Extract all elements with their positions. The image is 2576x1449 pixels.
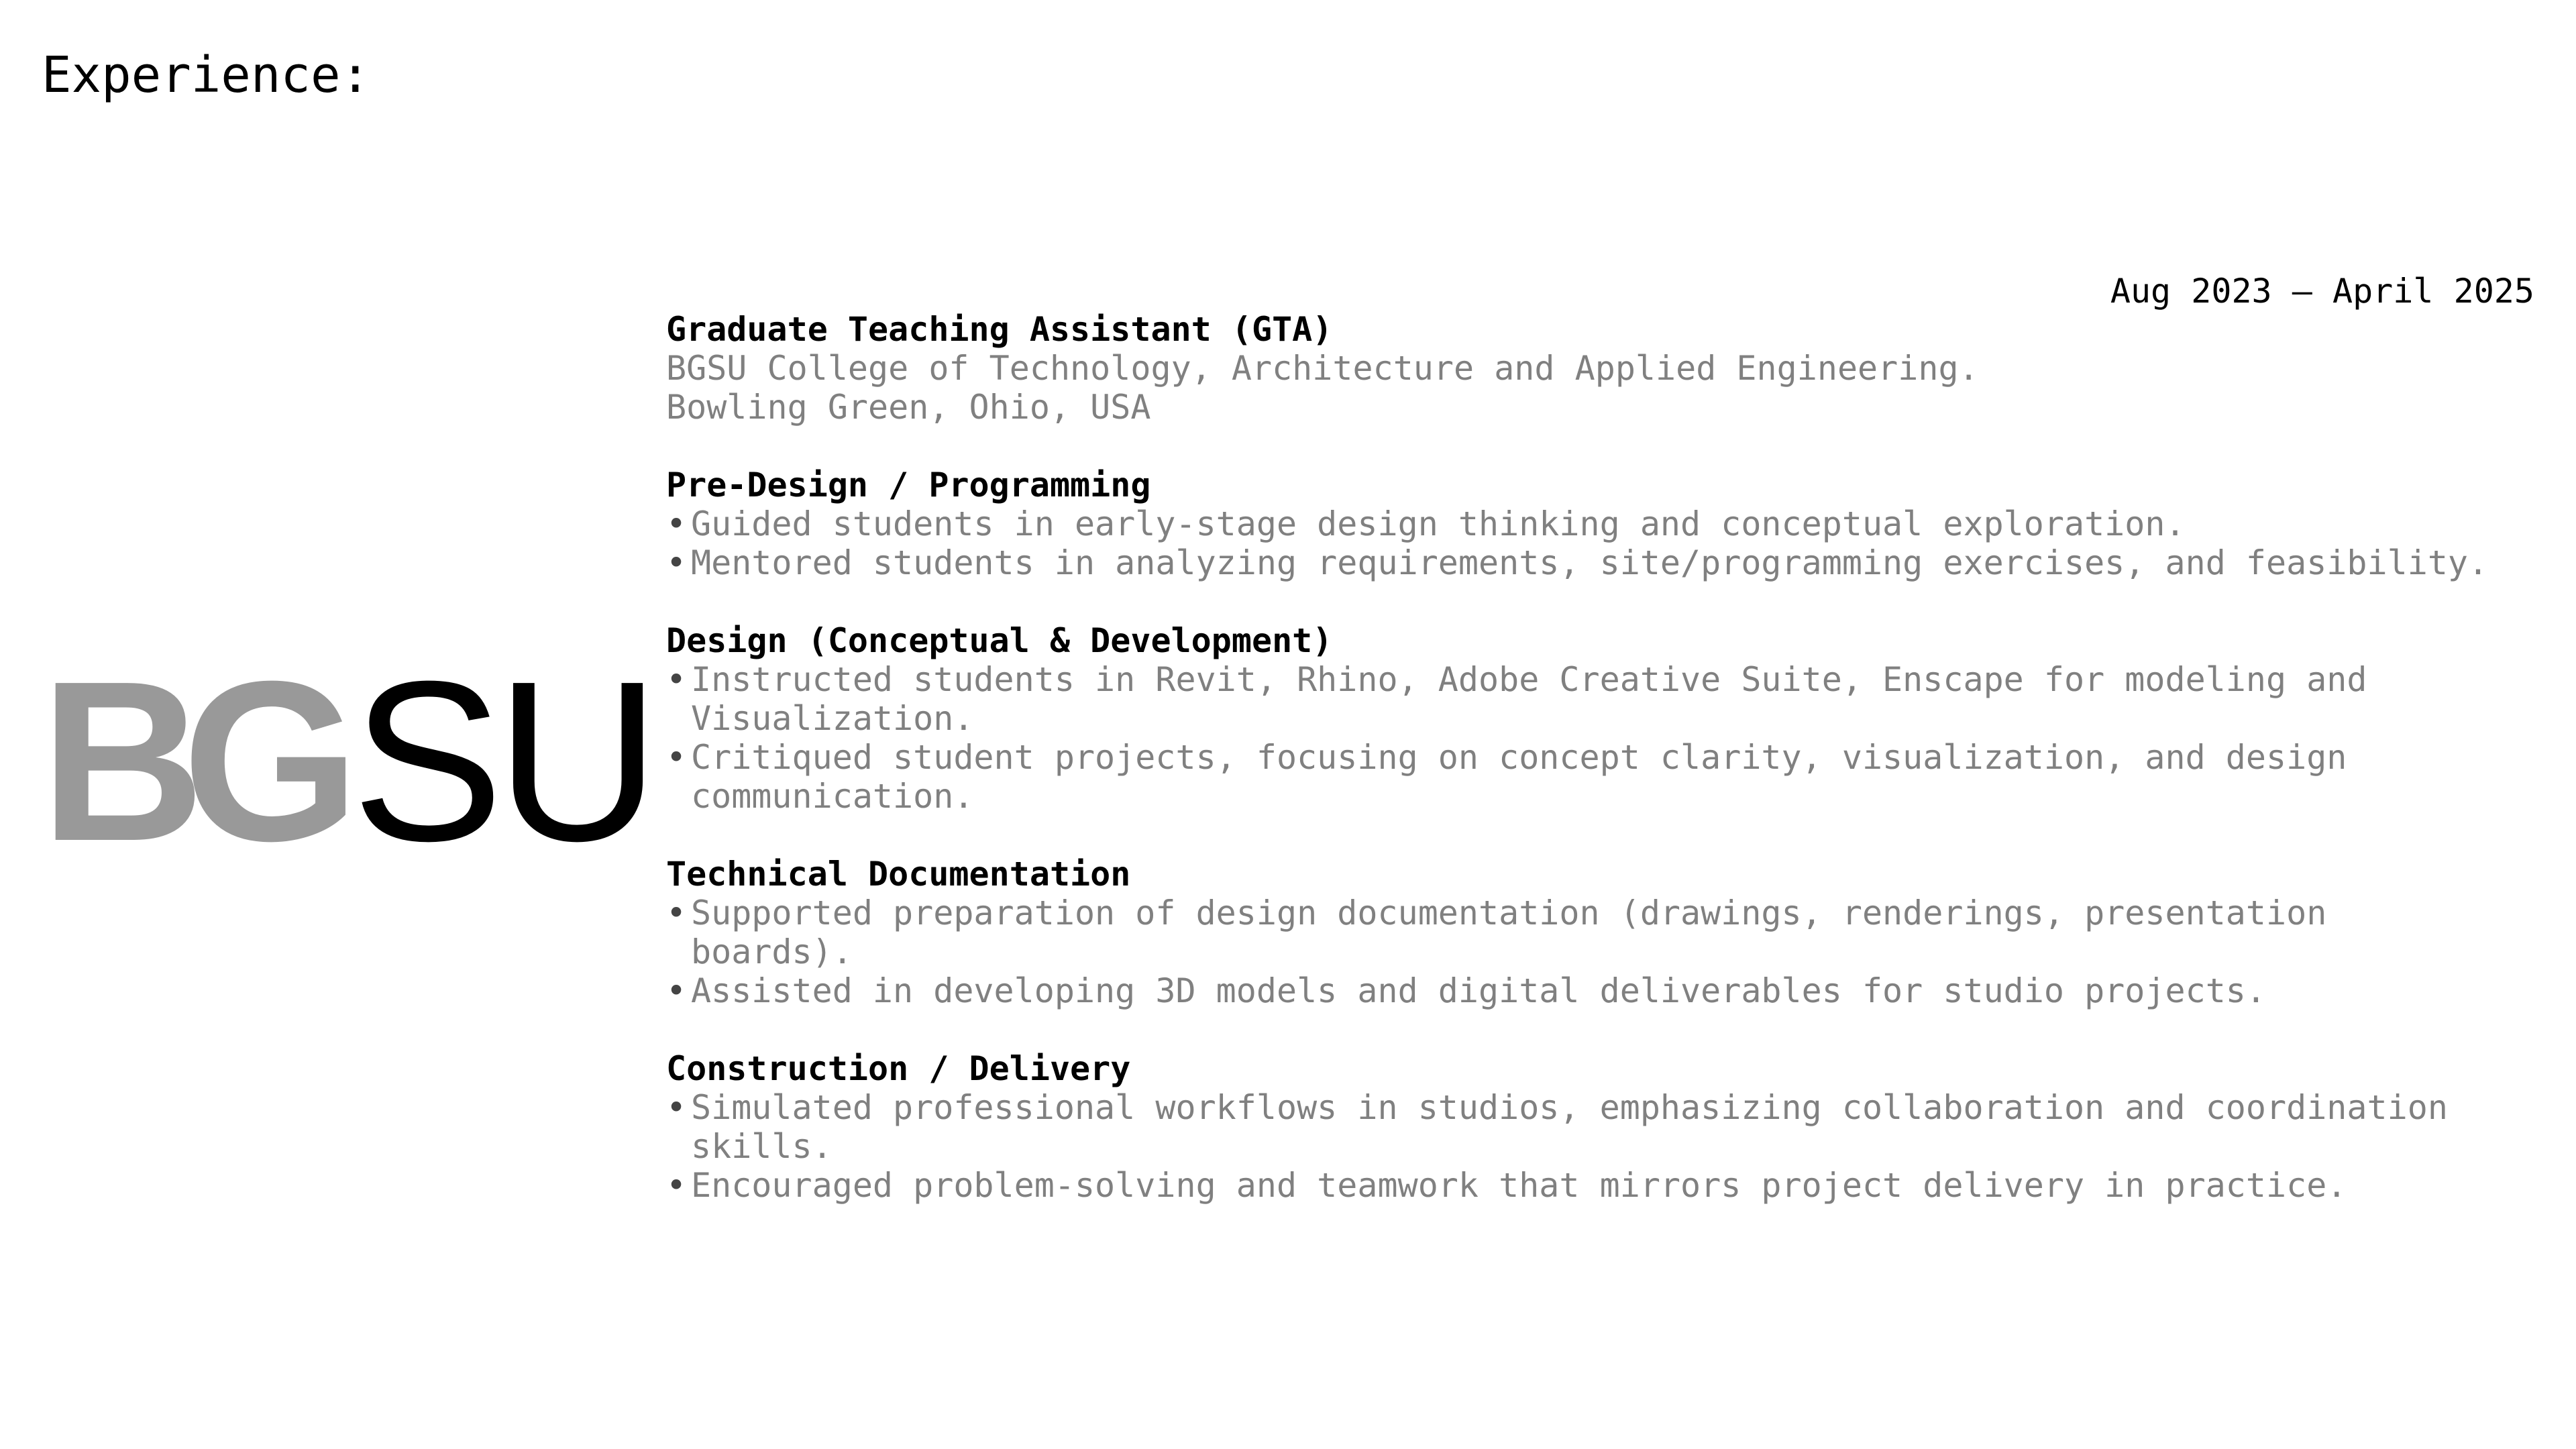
section-title: Pre-Design / Programming xyxy=(666,466,1151,504)
bullet-text: Mentored students in analyzing requirements, site/programming exercises, and feasibility. xyxy=(691,543,2489,582)
logo-text-bg: BG xyxy=(40,634,337,889)
bullet-list xyxy=(666,894,2518,1010)
location: Bowling Green, Ohio, USA xyxy=(666,388,1151,427)
bullet-item xyxy=(666,504,2518,543)
bullet-item xyxy=(666,738,2518,816)
page-title: Experience: xyxy=(42,46,371,104)
bullet-text: Critiqued student projects, focusing on concept clarity, visualization, and design communication. xyxy=(691,738,2347,816)
section-title: Design (Conceptual & Development) xyxy=(666,621,1333,660)
bullet-marker: • xyxy=(666,738,687,777)
organization-name: BGSU College of Technology, Architecture and Applied Engineering. xyxy=(666,349,1979,388)
bullet-marker: • xyxy=(666,1088,687,1127)
bullet-marker: • xyxy=(666,543,687,582)
job-title: Graduate Teaching Assistant (GTA) xyxy=(666,310,1333,349)
bullet-item xyxy=(666,971,2518,1010)
bullet-item xyxy=(666,543,2518,582)
bullet-text: Assisted in developing 3D models and digital deliverables for studio projects. xyxy=(691,971,2266,1010)
bullet-marker: • xyxy=(666,660,687,699)
bullet-list xyxy=(666,504,2518,582)
bullet-text: Encouraged problem-solving and teamwork that mirrors project delivery in practice. xyxy=(691,1166,2347,1205)
section-technical-documentation xyxy=(666,855,2518,1010)
bullet-item xyxy=(666,894,2518,971)
section-pre-design xyxy=(666,466,2518,582)
date-range: Aug 2023 – April 2025 xyxy=(2110,272,2534,311)
bullet-marker: • xyxy=(666,894,687,932)
section-construction-delivery xyxy=(666,1049,2518,1205)
bullet-text: Guided students in early-stage design thinking and conceptual exploration. xyxy=(691,504,2186,543)
section-design xyxy=(666,621,2518,816)
logo-text-su: SU xyxy=(352,634,653,889)
bullet-text: Instructed students in Revit, Rhino, Adobe Creative Suite, Enscape for modeling and Visualization. xyxy=(691,660,2367,738)
bullet-list xyxy=(666,1088,2518,1205)
bullet-marker: • xyxy=(666,971,687,1010)
bullet-marker: • xyxy=(666,1166,687,1205)
bullet-marker: • xyxy=(666,504,687,543)
bullet-item xyxy=(666,1166,2518,1205)
experience-entry xyxy=(666,310,2518,1205)
bullet-item xyxy=(666,660,2518,738)
section-title: Construction / Delivery xyxy=(666,1049,1131,1088)
bullet-text: Supported preparation of design documentation (drawings, renderings, presentation boards). xyxy=(691,894,2327,971)
bullet-list xyxy=(666,660,2518,816)
section-title: Technical Documentation xyxy=(666,855,1131,894)
bgsu-logo xyxy=(40,634,653,889)
bullet-item xyxy=(666,1088,2518,1166)
bullet-text: Simulated professional workflows in studios, emphasizing collaboration and coordination skills. xyxy=(691,1088,2448,1166)
